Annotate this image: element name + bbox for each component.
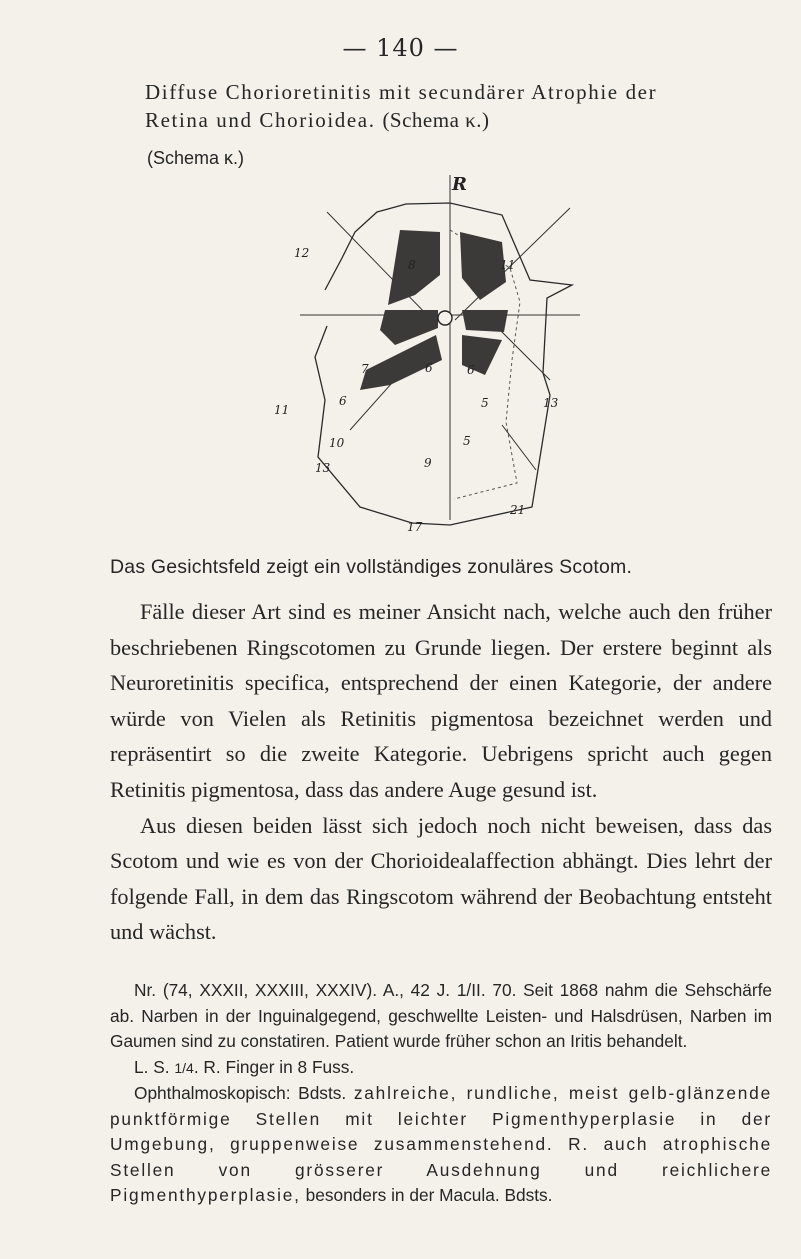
vision-suffix: . R. Finger in 8 Fuss. xyxy=(193,1056,355,1077)
degree-label: 6 xyxy=(467,363,475,377)
ring-scotoma xyxy=(360,230,508,390)
heading-line-1: Diffuse Chorioretinitis mit secundärer Atrophie der xyxy=(145,80,658,104)
vision-fraction: 1/4 xyxy=(174,1059,194,1076)
section-heading xyxy=(145,78,785,134)
figure-caption: Das Gesichtsfeld zeigt ein vollständiges zonuläres Scotom. xyxy=(110,556,633,578)
degree-label: 6 xyxy=(339,394,347,408)
case-report xyxy=(110,978,772,1209)
degree-label: 10 xyxy=(329,436,345,450)
degree-label: 11 xyxy=(274,403,290,417)
fixation-label: R xyxy=(452,174,467,195)
degree-label: 12 xyxy=(294,246,310,260)
visual-field-figure xyxy=(240,170,580,545)
case-vision xyxy=(110,1055,772,1082)
degree-label: 6 xyxy=(425,361,433,375)
degree-label: 5 xyxy=(463,434,471,448)
ophth-prefix: Ophthalmoskopisch: Bdsts. xyxy=(134,1083,347,1103)
degree-label: 13 xyxy=(543,396,559,410)
body-text xyxy=(110,594,772,950)
ophth-spaced: zahlreiche, rundliche, meist gelb-glänzende punktförmige Stellen mit leichter Pigmenthyperplasie in der Umgebung, gruppenweise zusammenstehend. R. auch atrophische Stellen von grösserer Ausdehnung und reichlichere Pigmenthyperplasie, xyxy=(110,1083,772,1205)
page-number: — 140 — xyxy=(342,34,459,62)
degree-label: 11 xyxy=(500,258,516,272)
heading-schema-ref: (Schema κ.) xyxy=(382,108,490,132)
blind-spot-marker xyxy=(438,311,452,325)
degree-label: 9 xyxy=(424,456,432,470)
paragraph: Aus diesen beiden lässt sich jedoch noch nicht beweisen, dass das Scotom und wie es von der Chorioidealaffection abhängt. Dies lehrt der folgende Fall, in dem das Ringscotom während der Beobachtung entsteht und wächst. xyxy=(110,812,772,945)
degree-label: 7 xyxy=(361,362,369,376)
degree-label: 17 xyxy=(407,520,423,534)
heading-line-2 xyxy=(145,106,785,134)
paragraph: Fälle dieser Art sind es meiner Ansicht nach, welche auch den früher beschriebenen Ringscotomen zu Grunde liegen. Der erstere beginnt als Neuroretinitis specifica, entsprechend der einen Kategorie, der andere würde von Vielen als Retinitis pigmentosa bezeichnet werden und repräsentirt so die zweite Kategorie. Uebrigens spricht auch gegen Retinitis pigmentosa, dass das andere Auge gesund ist. xyxy=(110,599,772,802)
degree-label: 5 xyxy=(481,396,489,410)
visual-field-diagram xyxy=(240,170,580,545)
schema-label: (Schema κ.) xyxy=(147,148,245,168)
heading-line-2-main: Retina und Chorioidea. xyxy=(145,108,376,132)
degree-label: 21 xyxy=(510,503,526,517)
vision-prefix: L. S. xyxy=(134,1056,170,1077)
degree-label: 8 xyxy=(408,258,416,272)
degree-label: 13 xyxy=(315,461,331,475)
case-intro: Nr. (74, XXXII, XXXIII, XXXIV). A., 42 J. 1/II. 70. Seit 1868 nahm die Sehschärfe ab. Narben in der Inguinalgegend, geschwellte Leisten- und Halsdrüsen, Narben im Gaumen sind zu constatiren. Patient wurde früher schon an Iritis behandelt. xyxy=(110,980,772,1051)
case-ophthalmoscopy xyxy=(110,1081,772,1209)
ophth-suffix: besonders in der Macula. Bdsts. xyxy=(305,1185,553,1205)
